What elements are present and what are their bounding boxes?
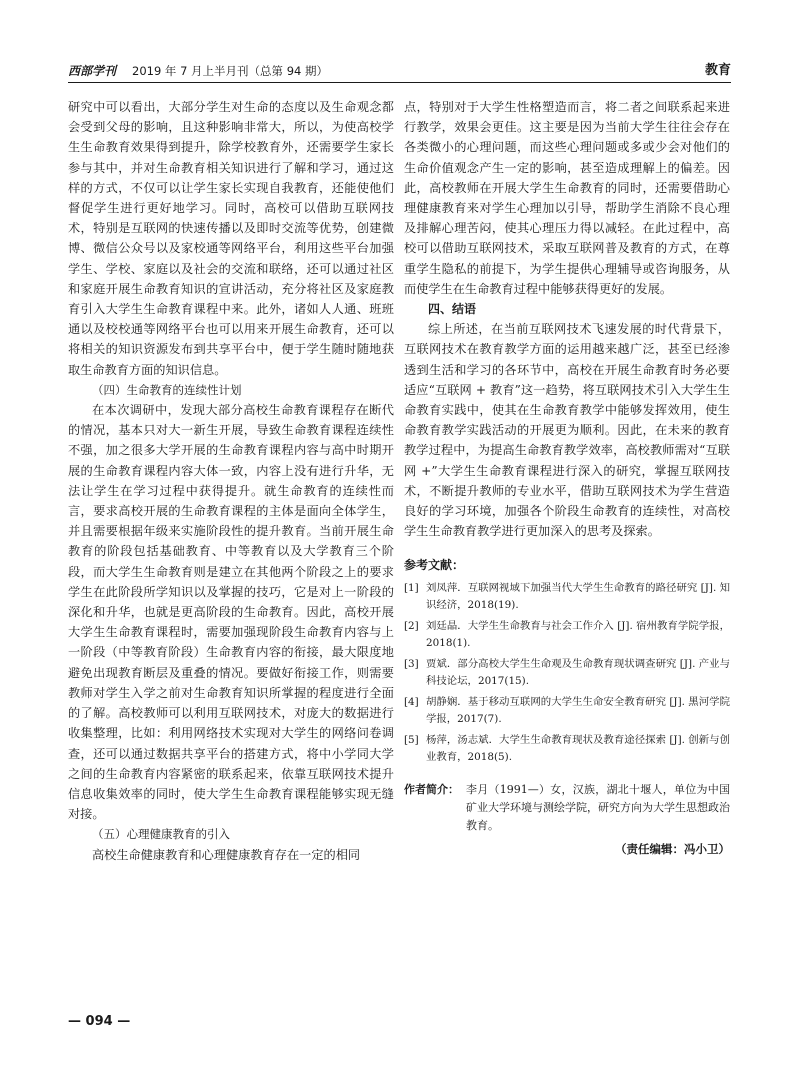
journal-name: 西部学刊 xyxy=(68,64,117,78)
editor-note: （责任编辑：冯小卫） xyxy=(615,841,730,856)
right-column xyxy=(404,97,730,859)
left-column xyxy=(68,97,394,865)
author-text: 李月（1991—）女，汉族，湖北十堰人，单位为中国矿业大学环境与测绘学院，研究方向为大学生思想政治教育。 xyxy=(466,782,730,832)
author-label: 作者简介： xyxy=(404,782,459,796)
reference-item: [3] 贾斌．部分高校大学生生命观及生命教育现状调查研究 [J]. 产业与科技论坛，2017(15). xyxy=(404,657,730,688)
subheading: （五）心理健康教育的引入 xyxy=(92,827,230,842)
reference-item: [1] 刘凤萍．互联网视域下加强当代大学生生命教育的路径研究 [J]. 知识经济，2018(19). xyxy=(404,581,730,612)
issue-info: 2019 年 7 月上半月刊（总第 94 期） xyxy=(132,64,328,78)
paragraph: 高校生命健康教育和心理健康教育存在一定的相同 xyxy=(92,847,361,862)
author-bio xyxy=(404,781,730,835)
reference-item: [4] 胡静娴．基于移动互联网的大学生生命安全教育研究 [J]. 黑河学院学报，2017(7). xyxy=(404,695,730,726)
reference-item: [2] 刘廷晶．大学生生命教育与社会工作介入 [J]. 宿州教育学院学报，2018(1). xyxy=(404,619,730,650)
page-number: — 094 — xyxy=(68,1014,131,1029)
subheading: （四）生命教育的连续性计划 xyxy=(92,382,242,397)
references-list xyxy=(404,580,730,767)
page-header xyxy=(68,62,731,83)
reference-item: [5] 杨萍，汤志斌．大学生生命教育现状及教育途径探索 [J]. 创新与创业教育，2018(5). xyxy=(404,733,730,764)
section-label: 教育 xyxy=(704,63,731,78)
paragraph: 综上所述，在当前互联网技术飞速发展的时代背景下，互联网技术在教育教学方面的运用越来越广泛，甚至已经渗透到生活和学习的各环节中，高校在开展生命教育时务必要适应“互联网 + 教育”这一趋势，将互联网技术引入大学生生命教育实践中，使其在生命教育教学中能够发挥效用，使生命教育教学实践活动的开展更为顺利。因此，在未来的教育教学过程中，为提高生命教育教学效率，高校教师需对“互联网 +”大学生生命教育课程进行深入的研究，掌握互联网技术，不断提升教师的专业水平，借助互联网技术为学生营造良好的学习环境，加强各个阶段生命教育的连续性，对高校学生生命教育教学进行更加深入的思考及探索。 xyxy=(404,322,730,539)
section-heading: 四、结语 xyxy=(428,302,477,317)
references-title: 参考文献： xyxy=(404,558,465,573)
paragraph: 点，特别对于大学生性格塑造而言，将二者之间联系起来进行教学，效果会更佳。这主要是因为当前大学生往往会存在各类微小的心理问题，而这些心理问题或多或少会对他们的生命价值观念产生一定的影响，甚至造成理解上的偏差。因此，高校教师在开展大学生生命教育的同时，还需要借助心理健康教育来对学生心理加以引导，帮助学生消除不良心理及排解心理苦闷，使其心理压力得以减轻。在此过程中，高校可以借助互联网技术，采取互联网普及教育的方式，在尊重学生隐私的前提下，为学生提供心理辅导或咨询服务，从而使学生在生命教育过程中能够获得更好的发展。 xyxy=(404,100,730,296)
paragraph: 在本次调研中，发现大部分高校生命教育课程存在断代的情况，基本只对大一新生开展，导致生命教育课程连续性不强，加之很多大学开展的生命教育课程内容与高中时期开展的生命教育课程内容大体一致，内容上没有进行升华，无法让学生在学习过程中获得提升。就生命教育的连续性而言，要求高校开展的生命教育课程的主体是面向全体学生，并且需要根据年级来实施阶段性的提升教育。当前开展生命教育的阶段包括基础教育、中等教育以及大学教育三个阶段，而大学生生命教育则是建立在其他两个阶段之上的要求学生在此阶段所学知识以及掌握的技巧，它是对上一阶段的深化和升华，也就是更高阶段的生命教育。因此，高校开展大学生生命教育课程时，需要加强现阶段生命教育内容与上一阶段（中等教育阶段）生命教育内容的衔接，最大限度地避免出现教育断层及重叠的情况。要做好衔接工作，则需要教师对学生入学之前对生命教育知识所掌握的程度进行全面的了解。高校教师可以利用互联网技术，对庞大的数据进行收集整理，比如：利用网络技术实现对大学生的网络问卷调查，还可以通过数据共享平台的搭建方式，将中小学同大学之间的生命教育内容紧密的联系起来，依靠互联网技术提升信息收集效率的同时，使大学生生命教育课程能够实现无缝对接。 xyxy=(68,403,394,822)
paragraph: 研究中可以看出，大部分学生对生命的态度以及生命观念都会受到父母的影响，且这种影响非常大，所以，为使高校学生生命教育效果得到提升，除学校教育外，还需要学生家长参与其中，并对生命教育相关知识进行了解和学习，通过这样的方式，不仅可以让学生家长实现自我教育，还能使他们督促学生进行更好地学习。同时，高校可以借助互联网技术，特别是互联网的快速传播以及即时交流等优势，创建微博、微信公众号以及家校通等网络平台，利用这些平台加强学生、学校、家庭以及社会的交流和联络，还可以通过社区和家庭开展生命教育知识的宣讲活动，充分将社区及家庭教育引入大学生生命教育课程中来。此外，诸如人人通、班班通以及校校通等网络平台也可以用来开展生命教育，还可以将相关的知识资源发布到共享平台中，便于学生随时随地获取生命教育方面的知识信息。 xyxy=(68,100,394,377)
